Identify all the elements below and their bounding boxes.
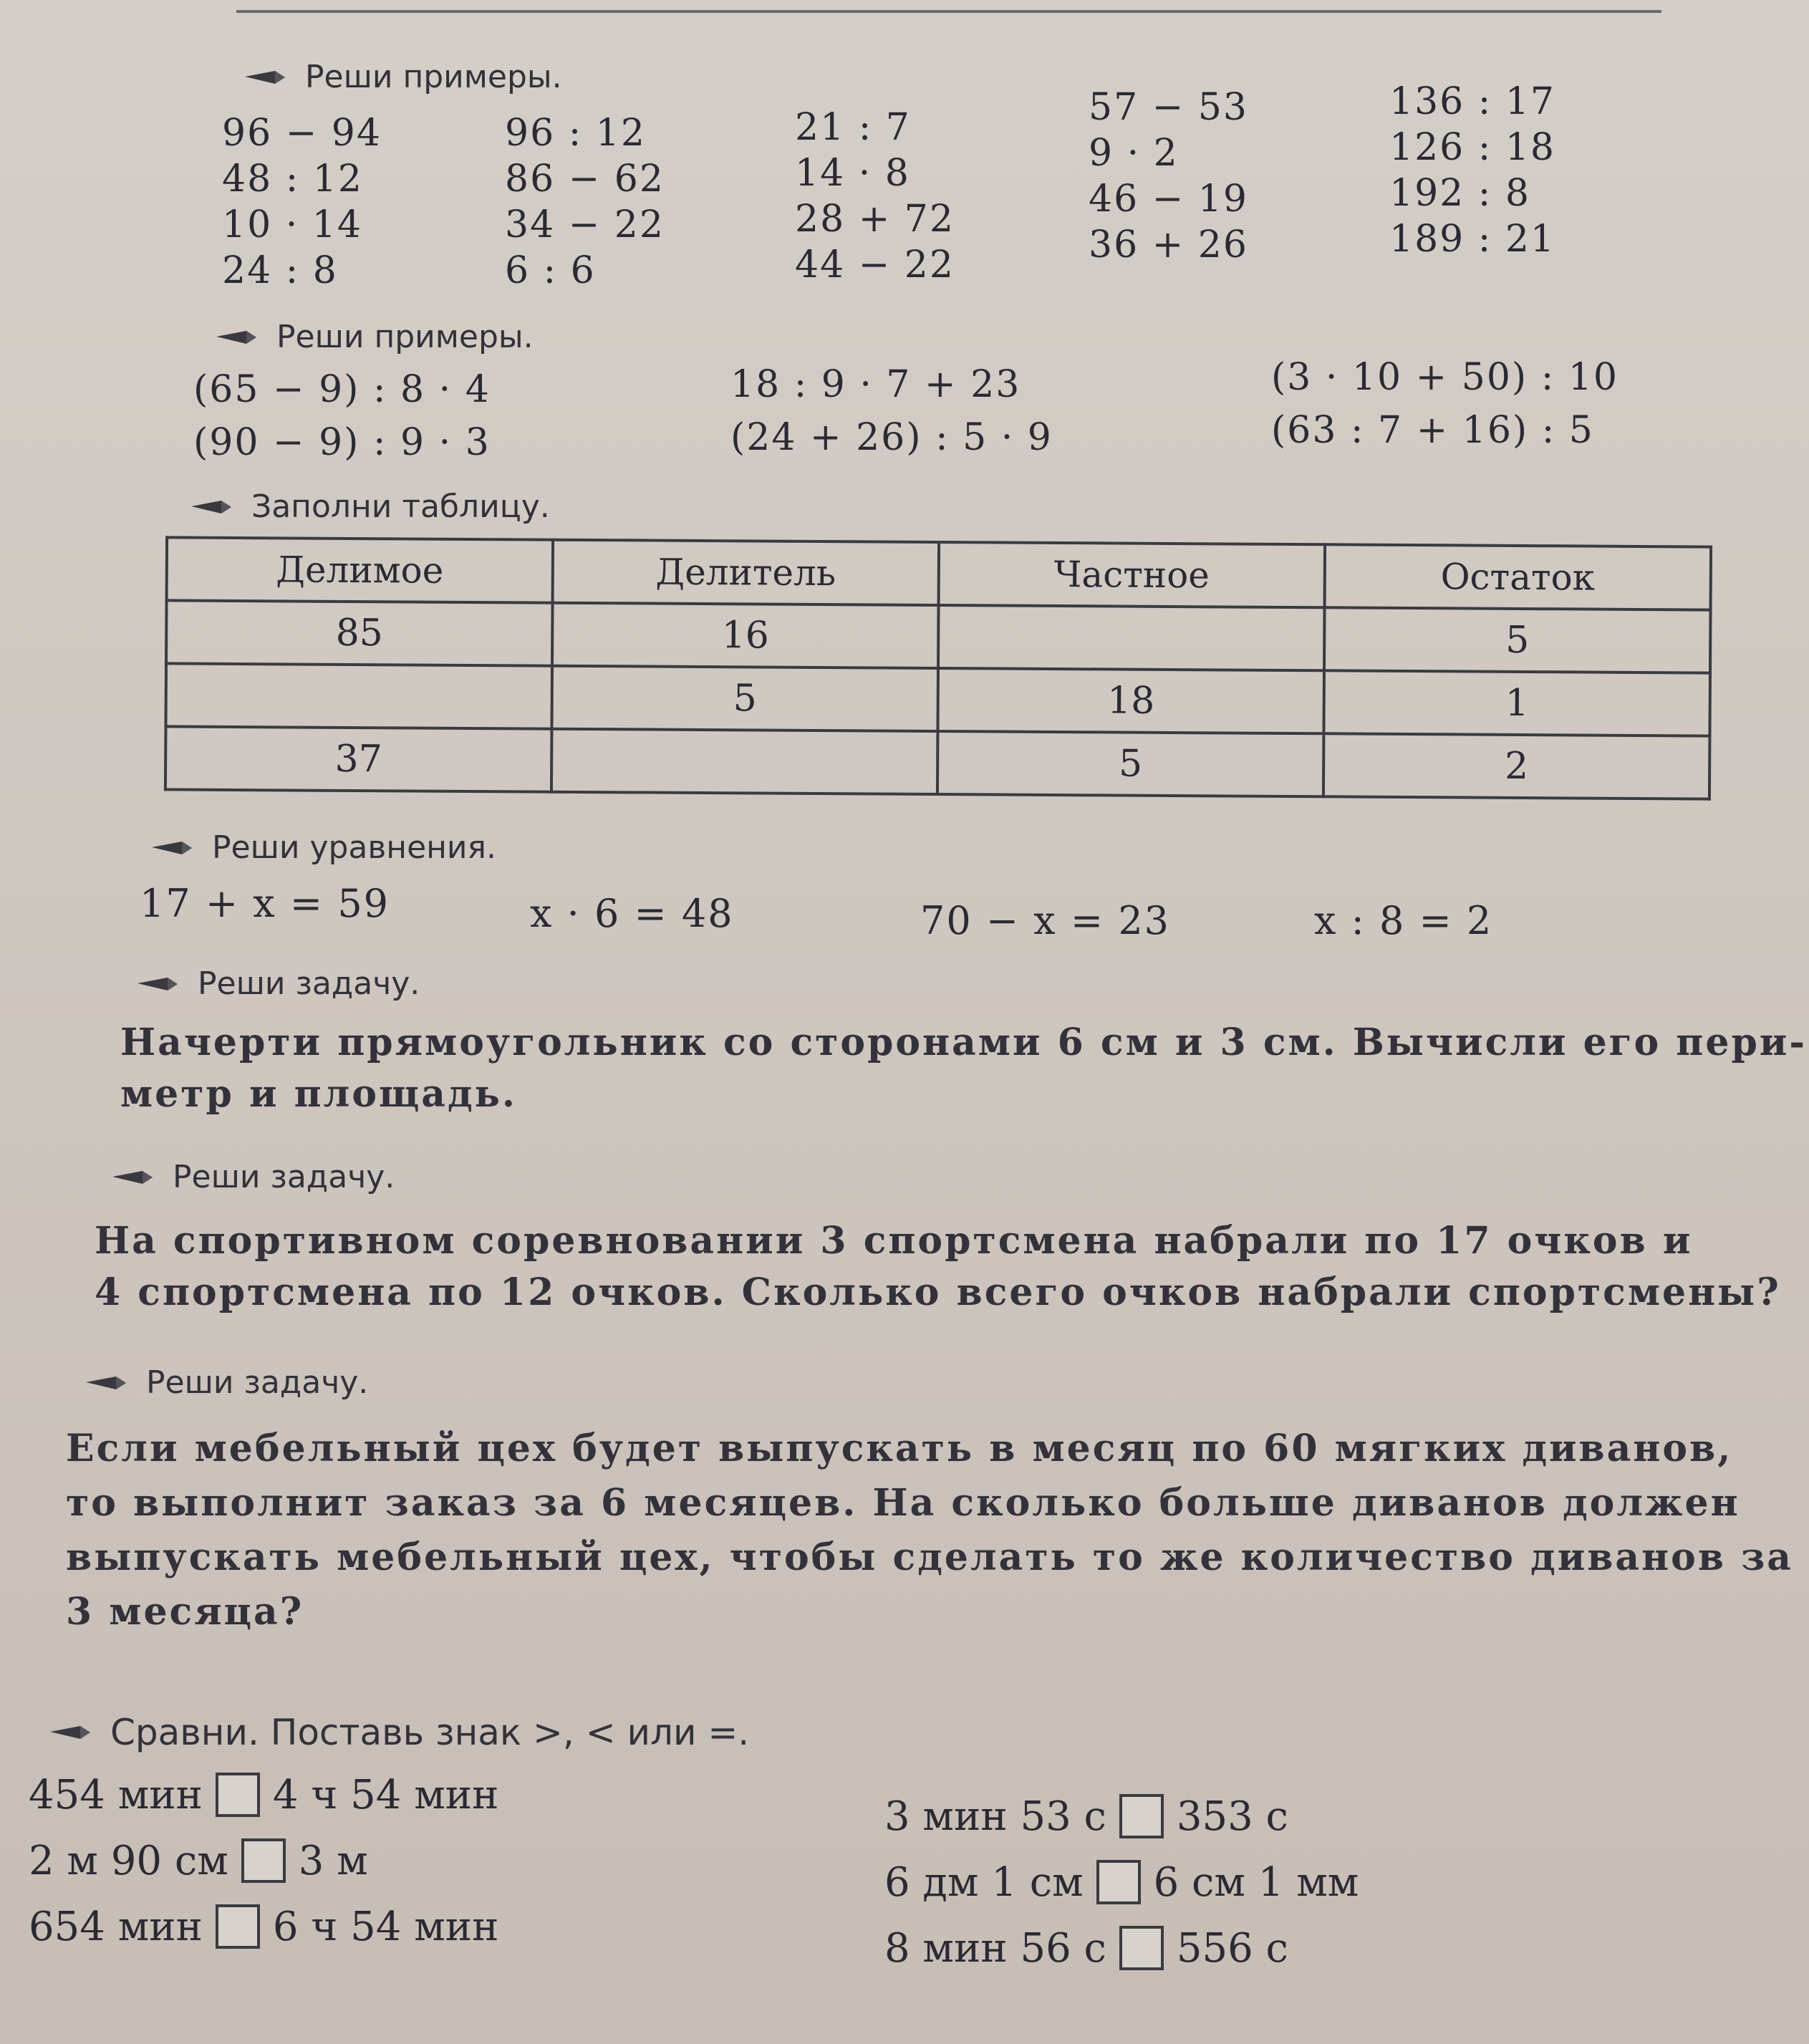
equation: 70 − x = 23 [920, 898, 1171, 943]
table-cell: 2 [1323, 733, 1710, 799]
table-cell-empty [551, 729, 938, 794]
pencil-icon [150, 837, 196, 859]
task-text-3 [66, 1422, 1793, 1639]
compare-right-value: 6 ч 54 мин [272, 1903, 499, 1950]
example: 57 − 53 [1089, 86, 1248, 129]
compare-right-value: 4 ч 54 мин [272, 1771, 499, 1818]
compare-left-value: 454 мин [29, 1771, 203, 1818]
table-header-row [167, 537, 1711, 609]
examples-column-1 [222, 113, 382, 291]
example: 9 · 2 [1089, 132, 1179, 175]
table-cell: 5 [551, 666, 938, 731]
compare-right-value: 556 с [1176, 1924, 1288, 1972]
table-row [166, 600, 1710, 673]
pencil-icon [190, 496, 236, 518]
table-cell: 16 [552, 603, 939, 668]
table-header: Остаток [1325, 544, 1712, 609]
table-cell: 85 [166, 600, 553, 665]
section-title: Реши примеры. [305, 59, 562, 95]
compare-row [29, 1901, 498, 1952]
compare-left-value: 2 м 90 см [29, 1837, 228, 1884]
task-line: метр и площадь. [120, 1072, 518, 1116]
table-row [165, 726, 1709, 799]
expression: (65 − 9) : 8 · 4 [193, 368, 491, 411]
compare-left-value: 8 мин 56 с [884, 1924, 1106, 1972]
section-heading-5 [136, 965, 420, 1002]
example: 21 : 7 [795, 106, 911, 149]
compare-column-right [884, 1790, 1359, 1974]
compare-column-left [29, 1769, 498, 1952]
answer-box[interactable] [216, 1904, 260, 1949]
expressions-column-2 [730, 364, 1053, 458]
task-line: 3 месяца? [66, 1590, 304, 1634]
answer-box[interactable] [1119, 1794, 1164, 1838]
example: 126 : 18 [1389, 126, 1555, 169]
pencil-icon [243, 67, 289, 88]
table-cell: 37 [165, 726, 552, 791]
equations-row [0, 881, 1809, 943]
task-line: Если мебельный цех будет выпускать в месяц по 60 мягких диванов, [66, 1427, 1733, 1470]
task-text-2 [95, 1215, 1781, 1319]
examples-column-5 [1389, 82, 1555, 259]
section-title: Реши примеры. [276, 319, 534, 355]
table-header: Делимое [167, 537, 554, 602]
pencil-icon [215, 327, 261, 348]
compare-row [884, 1790, 1359, 1842]
pencil-icon [49, 1722, 95, 1743]
equation: x : 8 = 2 [1314, 898, 1493, 943]
pencil-icon [111, 1167, 157, 1188]
examples-grid-1 [0, 80, 1809, 294]
task-line: На спортивном соревновании 3 спортсмена набрали по 17 очков и [95, 1219, 1693, 1263]
division-table [164, 536, 1712, 800]
section-heading-1 [243, 59, 562, 95]
examples-column-2 [505, 113, 665, 291]
section-heading-7 [85, 1364, 368, 1401]
compare-left-value: 654 мин [29, 1903, 203, 1950]
equation: x · 6 = 48 [530, 891, 734, 936]
section-title: Реши задачу. [173, 1159, 395, 1195]
table-row [165, 663, 1709, 736]
expression: (90 − 9) : 9 · 3 [193, 421, 491, 464]
example: 86 − 62 [505, 158, 665, 201]
compare-row [29, 1769, 498, 1821]
example: 34 − 22 [505, 203, 665, 246]
example: 192 : 8 [1389, 172, 1530, 215]
section-title: Сравни. Поставь знак >, < или =. [110, 1712, 750, 1753]
task-line: Начерти прямоугольник со сторонами 6 см и 3 см. Вычисли его пери- [120, 1021, 1807, 1064]
section-heading-3 [190, 488, 550, 525]
task-line: 4 спортсмена по 12 очков. Сколько всего очков набрали спортсмены? [95, 1271, 1781, 1314]
table-cell: 1 [1323, 670, 1710, 736]
table-cell: 5 [937, 731, 1324, 796]
table-cell: 18 [937, 668, 1324, 733]
example: 36 + 26 [1089, 223, 1248, 266]
equation: 17 + x = 59 [140, 881, 390, 926]
answer-box[interactable] [216, 1773, 260, 1817]
example: 10 · 14 [222, 203, 362, 246]
compare-right-value: 6 см 1 мм [1153, 1859, 1359, 1906]
expressions-column-3 [1271, 357, 1619, 451]
example: 136 : 17 [1389, 80, 1555, 123]
top-rule [236, 10, 1661, 13]
section-heading-2 [215, 319, 534, 355]
table-cell-empty [165, 663, 552, 728]
section-heading-8 [49, 1712, 749, 1753]
example: 14 · 8 [795, 152, 910, 195]
expression: (3 · 10 + 50) : 10 [1271, 356, 1619, 399]
examples-column-4 [1089, 87, 1248, 265]
compare-right-value: 353 с [1176, 1793, 1288, 1840]
compare-right-value: 3 м [298, 1837, 368, 1884]
section-title: Реши задачу. [146, 1364, 369, 1401]
example: 28 + 72 [795, 198, 955, 241]
task-text-1 [120, 1017, 1807, 1120]
compare-row [29, 1835, 498, 1886]
section-title: Реши уравнения. [212, 829, 496, 866]
table-header: Делитель [553, 540, 940, 605]
table-cell: 5 [1324, 607, 1711, 673]
answer-box[interactable] [241, 1838, 286, 1883]
section-heading-4 [150, 829, 496, 866]
section-heading-6 [111, 1159, 395, 1195]
example: 6 : 6 [505, 249, 596, 292]
example: 24 : 8 [222, 249, 338, 292]
expression: (24 + 26) : 5 · 9 [730, 416, 1053, 459]
answer-box[interactable] [1119, 1926, 1164, 1970]
section-title: Заполни таблицу. [251, 488, 550, 525]
example: 48 : 12 [222, 158, 363, 201]
example: 96 − 94 [222, 112, 382, 155]
expressions-column-1 [193, 369, 491, 463]
compare-left-value: 6 дм 1 см [884, 1859, 1084, 1906]
pencil-icon [85, 1372, 130, 1394]
compare-row [884, 1922, 1359, 1974]
example: 96 : 12 [505, 112, 646, 155]
task-line: то выполнит заказ за 6 месяцев. На сколько больше диванов должен [66, 1481, 1740, 1525]
task-line: выпускать мебельный цех, чтобы сделать то же количество диванов за [66, 1536, 1793, 1579]
pencil-icon [136, 973, 182, 995]
example: 44 − 22 [795, 244, 955, 286]
table-cell-empty [938, 605, 1325, 670]
example: 189 : 21 [1389, 218, 1555, 261]
table-header: Частное [939, 542, 1326, 607]
answer-box[interactable] [1096, 1860, 1141, 1904]
compare-left-value: 3 мин 53 с [884, 1793, 1106, 1840]
expression: (63 : 7 + 16) : 5 [1271, 409, 1594, 452]
section-title: Реши задачу. [198, 965, 420, 1002]
compare-row [884, 1856, 1359, 1908]
expression: 18 : 9 · 7 + 23 [730, 363, 1021, 406]
example: 46 − 19 [1089, 178, 1248, 221]
examples-column-3 [795, 107, 955, 285]
